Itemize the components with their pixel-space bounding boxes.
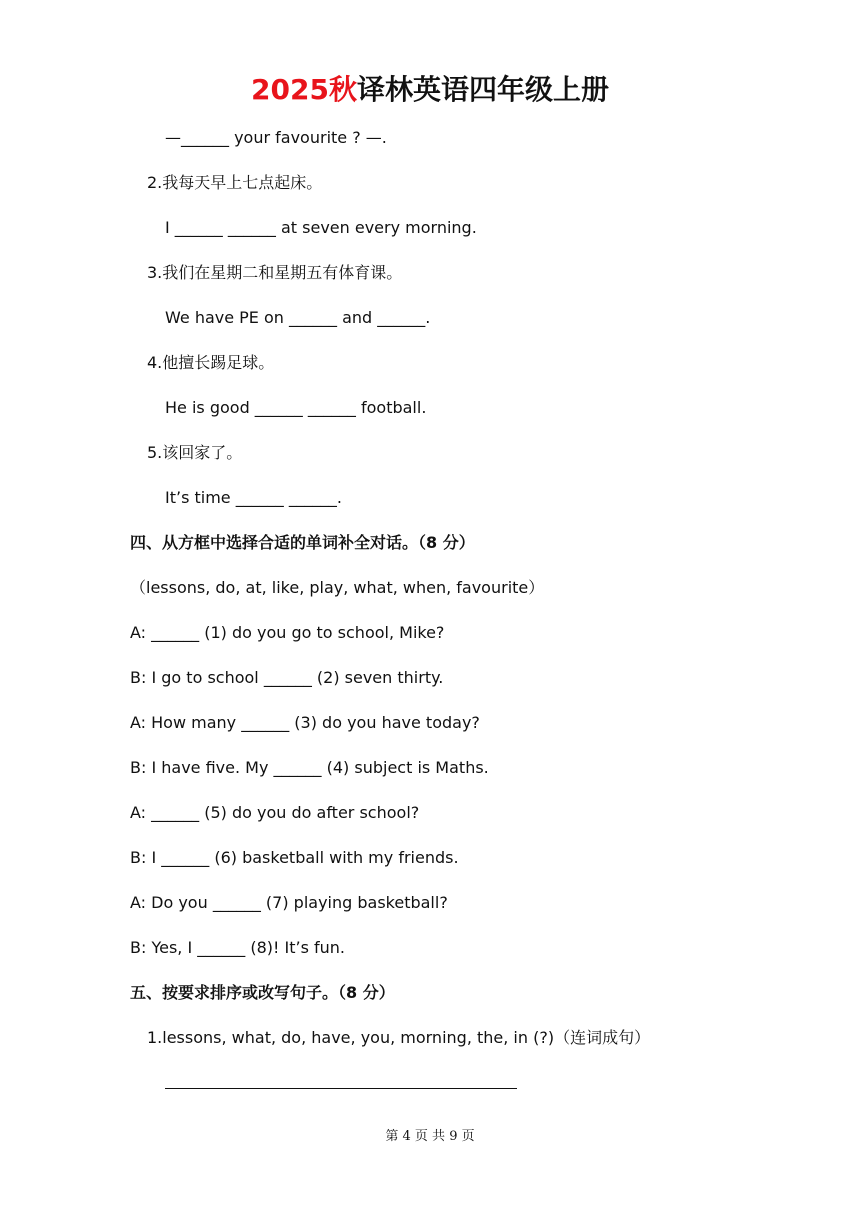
worksheet-line: （lessons, do, at, like, play, what, when, favourite） [130, 578, 545, 597]
title-accent: 2025秋 [251, 73, 357, 106]
worksheet-line: B: I ______ (6) basketball with my friends. [130, 848, 459, 867]
section-heading: 四、从方框中选择合适的单词补全对话。（8 分） [130, 533, 475, 552]
worksheet-line: We have PE on ______ and ______. [165, 308, 431, 327]
worksheet-line: 3.我们在星期二和星期五有体育课。 [147, 263, 403, 282]
worksheet-line: He is good ______ ______ football. [165, 398, 427, 417]
page-footer: 第 4 页 共 9 页 [385, 1129, 475, 1144]
worksheet-line: A: How many ______ (3) do you have today? [130, 713, 480, 732]
worksheet-line: It’s time ______ ______. [165, 488, 342, 507]
worksheet-line: A: ______ (5) do you do after school? [130, 803, 420, 822]
worksheet-line: A: ______ (1) do you go to school, Mike? [130, 623, 445, 642]
worksheet-line: B: I go to school ______ (2) seven thirty. [130, 668, 444, 687]
worksheet-line: B: I have five. My ______ (4) subject is Maths. [130, 758, 489, 777]
worksheet-line: 5.该回家了。 [147, 443, 243, 462]
worksheet-line: B: Yes, I ______ (8)! It’s fun. [130, 938, 346, 957]
worksheet-line: 2.我每天早上七点起床。 [147, 173, 323, 192]
section-heading: 五、按要求排序或改写句子。（8 分） [130, 983, 395, 1002]
worksheet-line: 4.他擅长踢足球。 [147, 353, 275, 372]
answer-blank-line [165, 1088, 517, 1089]
worksheet-line: I ______ ______ at seven every morning. [165, 218, 477, 237]
title-rest: 译林英语四年级上册 [356, 73, 609, 106]
page-title [0, 70, 860, 110]
worksheet-line: A: Do you ______ (7) playing basketball? [130, 893, 448, 912]
worksheet-line: —______ your favourite ? —. [165, 128, 387, 147]
worksheet-line: 1.lessons, what, do, have, you, morning, the, in (?)（连词成句） [147, 1028, 651, 1047]
